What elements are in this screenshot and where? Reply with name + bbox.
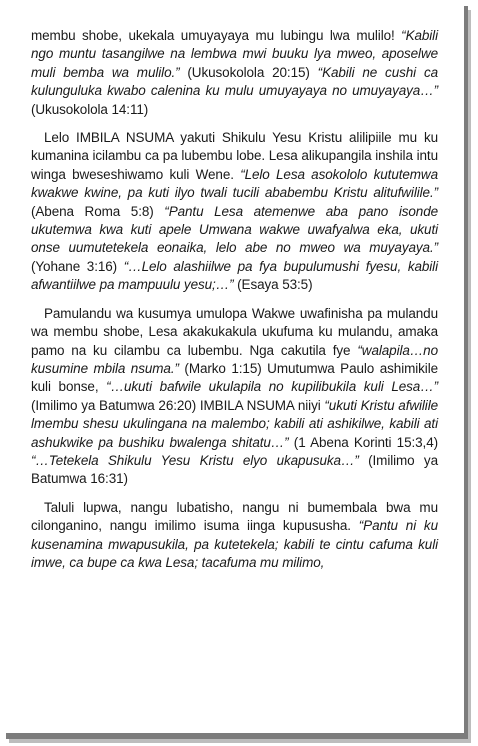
- scripture-quote: “ukuti Kristu afwilile lmembu shesu ukulingana na malembo; kabili ati ashikilwe, kabili ati ashukwike pa bushiku bwalenga shitatu…”: [31, 397, 438, 450]
- paragraph-2: [31, 129, 438, 295]
- scripture-quote: “…Tetekela Shikulu Yesu Kristu elyo ukapusuka…”: [31, 452, 359, 468]
- paragraph-text: membu shobe, ukekala umuyayaya mu lubingu lwa mulilo!: [31, 28, 402, 43]
- page-frame: [6, 6, 468, 739]
- text-body: [31, 27, 438, 582]
- scripture-reference: (Imilimo ya Batumwa 16:31): [31, 452, 438, 487]
- paragraph-4: [31, 499, 438, 573]
- paragraph-1: [31, 27, 438, 119]
- paragraph-text: Lelo IMBILA NSUMA yakuti Shikulu Yesu Kristu alilipiile mu ku kumanina icilambu ca pa lubembu lobe. Lesa alikupangila inshila intu winga bweseshiwamo kuli Wene.: [31, 130, 438, 182]
- scripture-reference: (1 Abena Korinti 15:3,4): [288, 434, 438, 450]
- scripture-quote: “Pantu ni ku kusenamina mwapusukila, pa kutetekela; kabili te cintu cafuma kuli imwe, ca bupe ca kwa Lesa; tacafuma mu milimo,: [31, 518, 438, 570]
- scripture-reference: (Ukusokolola 14:11): [31, 101, 149, 117]
- paragraph-text: Pamulandu wa kusumya umulopa Wakwe uwafinisha pa mulandu wa membu shobe, Lesa akakukakula ukufuma ku mulandu, amaka pamo na ku cilambu ca lubembu. Nga cakutila fye: [31, 305, 438, 358]
- paragraph-text: Taluli lupwa, nangu lubatisho, nangu ni bumembala bwa mu cilonganino, nangu imilimo isuma iinga kupususha.: [31, 499, 438, 534]
- scripture-quote: “walapila…no kusumine mbila nsuma.”: [31, 342, 438, 376]
- scripture-quote: “Kabili ne cushi ca kulunguluka kwabo calenina ku mulu umuyayaya no umuyayaya…”: [31, 64, 438, 99]
- scripture-quote: “Pantu Lesa atemenwe aba pano isonde ukutemwa kwa kuti apele Umwana wakwe uwafyalwa eka, ukuti onse uumutetekela eonaika, lelo abe no mweo wa muyayaya.”: [31, 203, 439, 256]
- scripture-reference: (Marko 1:15) Umutumwa Paulo ashimikile kuli bonse,: [31, 360, 439, 395]
- scripture-reference: (Abena Roma 5:8): [31, 203, 165, 219]
- scripture-quote: “…ukuti bafwile ukulapila no kupilibukila kuli Lesa…”: [106, 379, 439, 395]
- scripture-reference: (Esaya 53:5): [233, 277, 313, 293]
- scripture-quote: “Kabili ngo muntu tasangilwe na lembwa mwi buuku lya mweo, aposelwe muli bemba wa mulilo.”: [31, 28, 438, 80]
- paragraph-text: (Ukusokolola 20:15): [179, 64, 318, 80]
- scripture-reference: (Yohane 3:16): [31, 258, 124, 274]
- scripture-quote: “Lelo Lesa asokololo kututemwa kwakwe kwine, pa kuti ilyo twali tucili ababembu Kristu alitufwilile.”: [31, 166, 438, 201]
- paragraph-3: [31, 305, 438, 489]
- scripture-quote: “…Lelo alashiilwe pa fya bupulumushi fyesu, kabili afwantiilwe pa mampuulu yesu;…”: [31, 258, 438, 293]
- scripture-reference: (Imilimo ya Batumwa 26:20) IMBILA NSUMA niiyi: [31, 397, 325, 413]
